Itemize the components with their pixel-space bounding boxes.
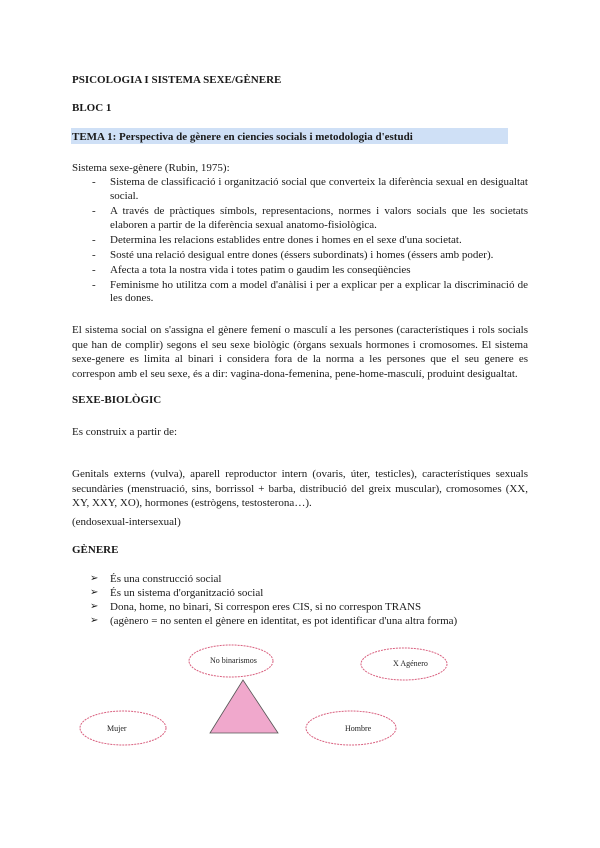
list-item: - Sistema de classificació i organització social que converteix la diferència sexual en desigualtat social. [72, 176, 528, 204]
sexe-heading: SEXE-BIOLÒGIC [72, 394, 162, 406]
arrow-bullet-icon: ➢ [90, 573, 99, 584]
document-title: PSICOLOGIA I SISTEMA SEXE/GÈNERE [72, 74, 282, 86]
gender-triangle [210, 680, 278, 733]
list-item-text: (agènero = no senten el gènere en identitat, es pot identificar d'una altra forma) [110, 615, 458, 627]
list-item-text: És una construcció social [110, 573, 222, 585]
sistema-paragraph: El sistema social on s'assigna el gènere femení o masculí a les persones (característiques i rols socials que han de complir) segons el seu sexe biològic (òrgans sexuals hormones i cromosomes. El sistema sexe-genere es limita al binari i considera fora de la norma a les persones que el seu genere es correspon amb el seu sexe, és a dir: vagina-dona-femenina, pene-home-masculí, produint desigualtat. [72, 324, 528, 380]
list-item-text: És un sistema d'organització social [110, 587, 264, 599]
sistema-heading: Sistema sexe-gènere (Rubin, 1975): [72, 162, 230, 174]
list-item: - A través de pràctiques símbols, representacions, normes i valors socials que les societats elaboren a partir de la diferència sexual anatomo-fisiològica. [72, 205, 528, 233]
diagram-label-mujer: Mujer [107, 724, 127, 733]
genere-heading: GÈNERE [72, 544, 119, 556]
sexe-note: (endosexual-intersexual) [72, 516, 181, 528]
sexe-intro: Es construix a partir de: [72, 426, 178, 438]
bloc-heading: BLOC 1 [72, 102, 112, 114]
arrow-bullet-icon: ➢ [90, 601, 99, 612]
list-item: - Feminisme ho utilitza com a model d'anàlisi i per a explicar per a explicar la discriminació de les dones. [72, 279, 528, 307]
diagram-label-no-binarismos: No binarismos [210, 656, 257, 665]
sexe-paragraph: Genitals externs (vulva), aparell reproductor intern (ovaris, úter, testicles), característiques sexuals secundàries (menstruació, sins, borrissol + barba, distribució del greix muscular), cromosomes (XX, XY, XXY, XO), hormones (estrògens, testosterona…). [72, 468, 528, 509]
tema-heading: TEMA 1: Perspectiva de gènere en ciencies socials i metodologia d'estudi [72, 131, 413, 143]
diagram-label-agenero: X Agénero [393, 659, 428, 668]
list-item: - Sosté una relació desigual entre dones (éssers subordinats) i homes (éssers amb poder). [72, 249, 528, 263]
diagram-label-hombre: Hombre [345, 724, 372, 733]
arrow-bullet-icon: ➢ [90, 587, 99, 598]
list-item-text: Dona, home, no binari, Si correspon eres CIS, si no correspon TRANS [110, 601, 422, 613]
arrow-bullet-icon: ➢ [90, 615, 99, 626]
list-item: - Determina les relacions establides entre dones i homes en el sexe d'una societat. [72, 234, 528, 248]
list-item: - Afecta a tota la nostra vida i totes patim o gaudim les conseqüències [72, 264, 528, 278]
